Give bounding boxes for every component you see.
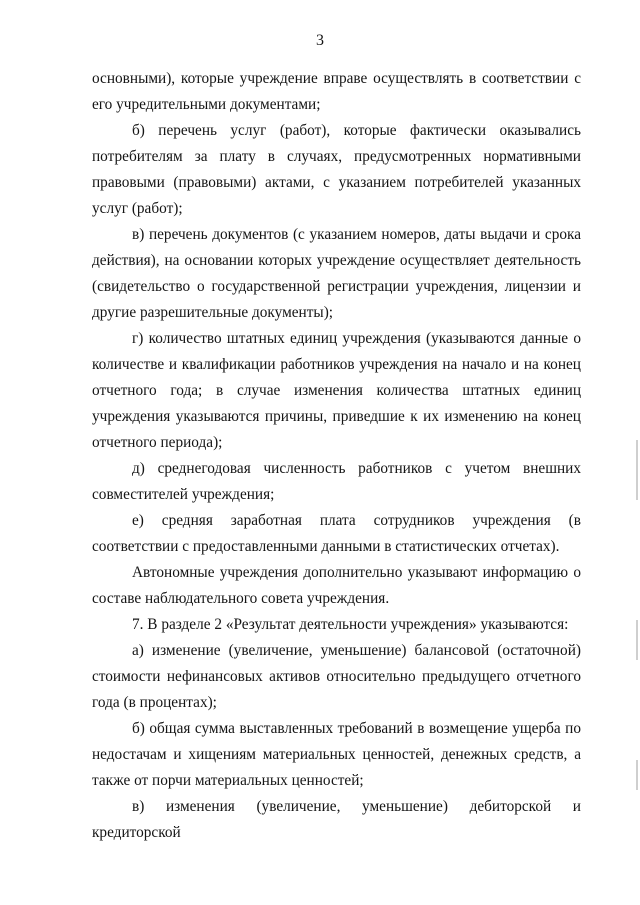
scan-edge-mark <box>636 440 638 500</box>
paragraph-item-v-receivables: в) изменения (увеличение, уменьшение) дебиторской и кредиторской <box>92 798 581 841</box>
page-number: 3 <box>316 32 324 49</box>
scan-edge-mark <box>636 760 638 790</box>
paragraph-autonomous-institutions: Автономные учреждения дополнительно указывают информацию о составе наблюдательного совета учреждения. <box>92 564 581 607</box>
paragraph-item-a-asset-change: а) изменение (увеличение, уменьшение) балансовой (остаточной) стоимости нефинансовых активов относительно предыдущего отчетного года (в процентах); <box>92 642 581 711</box>
paragraph-item-b-services: б) перечень услуг (работ), которые фактически оказывались потребителям за плату в случаях, предусмотренных нормативными правовыми (правовыми) актами, с указанием потребителей указанных услуг (работ); <box>92 122 581 217</box>
paragraph-item-e-salary: е) средняя заработная плата сотрудников учреждения (в соответствии с предоставленными данными в статистических отчетах). <box>92 512 581 555</box>
scan-edge-mark <box>636 620 638 660</box>
document-body <box>92 66 581 846</box>
paragraph-item-b-damages: б) общая сумма выставленных требований в возмещение ущерба по недостачам и хищениям материальных ценностей, денежных средств, а также от порчи материальных ценностей; <box>92 720 581 789</box>
paragraph-item-v-documents: в) перечень документов (с указанием номеров, даты выдачи и срока действия), на основании которых учреждение осуществляет деятельность (свидетельство о государственной регистрации учреждения, лицензии и другие разрешительные документы); <box>92 226 581 321</box>
paragraph-continuation: основными), которые учреждение вправе осуществлять в соответствии с его учредительными документами; <box>92 70 581 113</box>
paragraph-item-g-staff-units: г) количество штатных единиц учреждения (указываются данные о количестве и квалификации работников учреждения на начало и на конец отчетного года; в случае изменения количества штатных единиц учреждения указываются причины, приведшие к их изменению на конец отчетного периода); <box>92 330 581 451</box>
paragraph-section-7-heading: 7. В разделе 2 «Результат деятельности учреждения» указываются: <box>132 616 569 633</box>
paragraph-item-d-headcount: д) среднегодовая численность работников с учетом внешних совместителей учреждения; <box>92 460 581 503</box>
